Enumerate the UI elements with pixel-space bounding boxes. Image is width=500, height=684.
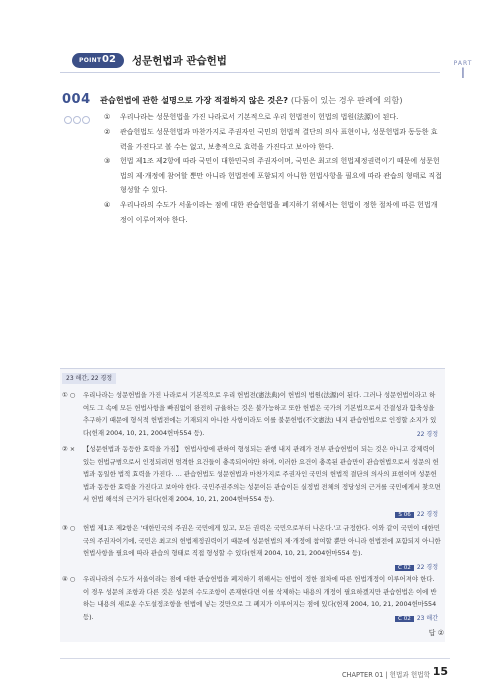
explanation-1 <box>62 389 442 441</box>
check-circle-3[interactable] <box>82 116 90 124</box>
option-text: 우리나라의 수도가 서울이라는 점에 대한 관습헌법을 폐지하기 위해서는 헌법이 정한 절차에 따른 헌법개정이 이루어져야 한다. <box>120 201 438 224</box>
section-title: 성문헌법과 관습헌법 <box>132 55 227 67</box>
section-divider <box>60 72 440 73</box>
footer-chapter: CHAPTER 01 | 헌법과 헌법학 <box>341 671 430 679</box>
question-note: (다툼이 있는 경우 판례에 의함) <box>290 95 403 105</box>
footer-divider <box>60 658 450 659</box>
option-marker: ④ <box>104 201 111 209</box>
option-marker: ② <box>104 128 111 136</box>
exam-source-label: 23 해간 <box>416 615 438 622</box>
question-text: 관습헌법에 관한 설명으로 가장 적절하지 않은 것은? <box>100 95 288 105</box>
exam-source-label: 22 경정 <box>416 511 438 518</box>
exam-source <box>395 509 438 522</box>
part-tab <box>450 60 476 82</box>
option-text: 헌법 제1조 제2항에 따라 국민이 대한민국의 주권자이며, 국민은 최고의 헌법제정권력이기 때문에 성문헌법의 제·개정에 참여할 뿐만 아니라 헌법전에 포함되지 아니한 헌법사항을 필요에 따라 관습의 형태로 직접 형성할 수 있다. <box>120 157 442 194</box>
option-2[interactable] <box>104 125 444 155</box>
option-marker: ① <box>104 113 111 121</box>
part-word: PART <box>453 60 473 67</box>
exam-reference-tag: 23 해간, 22 경정 <box>62 373 116 384</box>
explanation-text: 【성문헌법과 동등한 효력을 가짐】 헌법사항에 관하여 형성되는 관행 내지 관례가 전부 관습헌법이 되는 것은 아니고 강제력이 있는 헌법규범으로서 인정되려면 엄격한 요건들이 충족되어야만 하며, 이러한 요건이 충족된 관습만이 관습헌법으로서 성문의 헌법과 동일한 법적 효력을 가진다. … 관습헌법도 성문헌법과 마찬가지로 주권자인 국민의 헌법적 결단의 의사의 표현이며 성문헌법과 동등한 효력을 가진다고 보아야 한다. 국민주권주의는 성문이든 관습이든 실정법 전체의 정당성의 근거를 국민에게서 찾으면서 헌법 해석의 근거가 된다(헌재 2004, 10, 21, 2004헌마554 등). <box>83 445 441 504</box>
option-marker: ③ <box>104 157 111 165</box>
exam-source-badge: C 02 <box>395 565 414 571</box>
explanation-3 <box>62 522 442 574</box>
option-1[interactable] <box>104 110 444 126</box>
part-numeral: I <box>460 66 466 82</box>
option-text: 우리나라는 성문헌법을 가진 나라로서 기본적으로 우리 헌법전이 헌법의 법원(法源)이 된다. <box>120 113 399 121</box>
check-circle-1[interactable] <box>64 116 72 124</box>
explanation-text: 우리나라는 성문헌법을 가진 나라로서 기본적으로 우리 헌법전(憲法典)이 헌법의 법원(法源)이 된다. 그러나 성문헌법이라고 하여도 그 속에 모든 헌법사항을 빠짐없이 완전히 규율하는 것은 불가능하고 또한 헌법은 국가의 기본법으로서 간결성과 함축성을 추구하기 때문에 형식적 헌법전에는 기재되지 아니한 사항이라도 이를 불문헌법(不文憲法) 내지 관습헌법으로 인정할 소지가 있다(헌재 2004, 10, 21, 2004헌마554 등). <box>83 391 437 437</box>
point-number: 02 <box>102 54 116 65</box>
question-stem <box>100 95 403 106</box>
check-circle-2[interactable] <box>73 116 81 124</box>
explanation-text: 우리나라의 수도가 서울이라는 점에 대한 관습헌법을 폐지하기 위해서는 헌법이 정한 절차에 따른 헌법개정이 이루어져야 한다. 이 경우 성문의 조항과 다른 것은 성문의 수도조항이 존재한다면 이를 삭제하는 내용의 개정이 필요하겠지만 관습헌법은 이에 반하는 내용의 새로운 수도설정조항을 헌법에 넣는 것만으로 그 폐지가 이루어지는 점에 있다(헌재 2004, 10, 21, 2004헌마554 등). <box>83 575 437 621</box>
check-circles[interactable] <box>64 116 94 124</box>
explanation-4 <box>62 573 442 625</box>
option-4[interactable] <box>104 198 444 228</box>
point-badge <box>72 53 124 68</box>
exam-source-badge: C 02 <box>395 616 414 622</box>
explanation-marker: ④ ○ <box>62 575 76 583</box>
point-label: POINT <box>79 57 102 64</box>
exam-source <box>417 429 438 442</box>
exam-source <box>395 613 438 626</box>
explanation-2 <box>62 443 442 521</box>
page-number: 15 <box>432 665 448 678</box>
explanation-marker: ② × <box>62 445 76 453</box>
section-header <box>72 52 452 70</box>
explanation-marker: ③ ○ <box>62 524 76 532</box>
explanation-marker: ① ○ <box>62 391 76 399</box>
question-number: 004 <box>62 92 91 107</box>
option-text: 관습헌법도 성문헌법과 마찬가지로 주권자인 국민의 헌법적 결단의 의사 표현이나, 성문헌법과 동등한 효력을 가진다고 볼 수는 없고, 보충적으로 효력을 가진다고 보아야 한다. <box>120 128 438 151</box>
exam-source-label: 22 경정 <box>416 431 438 438</box>
option-3[interactable] <box>104 154 444 198</box>
explanation-text: 헌법 제1조 제2항은 '대한민국의 주권은 국민에게 있고, 모든 권력은 국민으로부터 나온다.'고 규정한다. 이와 같이 국민이 대한민국의 주권자이기에, 국민은 최고의 헌법제정권력이기 때문에 성문헌법의 제·개정에 참여할 뿐만 아니라 헌법전에 포함되지 아니한 헌법사항을 필요에 따라 관습의 형태로 직접 형성할 수 있다(헌재 2004, 10, 21, 2004헌마554 등). <box>83 524 441 558</box>
answer-key: 답 ② <box>428 629 444 637</box>
exam-source-badge: S 06 <box>395 512 413 518</box>
exam-source-label: 22 경정 <box>416 564 438 571</box>
